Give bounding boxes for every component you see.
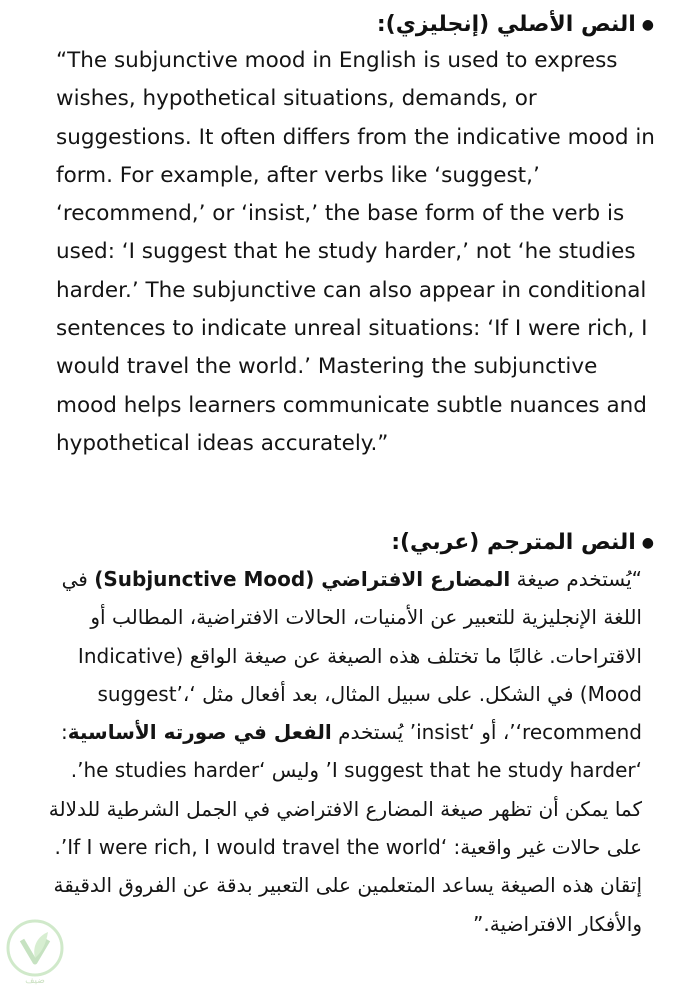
arabic-text-part-2: في اللغة الإنجليزية للتعبير عن الأمنيات، الحالات الافتراضية، المطالب أو الاقتراحات. غالبًا ما تختلف هذه الصيغة عن صيغة الواقع (Indicative Mood) في الشكل. على سبيل المثال، بعد أفعال مثل ‘suggest’، ‘recommend’، أو ‘insist’ يُستخدم (61, 567, 642, 745)
arabic-bold-phrase: الفعل في صورته الأساسية (67, 720, 332, 745)
arabic-text-part-1: “يُستخدم صيغة (510, 567, 642, 591)
english-paragraph: “The subjunctive mood in English is used to express wishes, hypothetical situations, demands, or suggestions. It often differs from the indicative mood in form. For example, after verbs like ‘suggest,’ ‘recommend,’ or ‘insist,’ the base form of the verb is used: ‘I suggest that he study harder,’ not ‘he studies harder.’ The subjunctive can also appear in conditional sentences to indicate unreal situations: ‘If I were rich, I would travel the world.’ Mastering the subjunctive mood helps learners communicate subtle nuances and hypothetical ideas accurately.” (56, 48, 655, 456)
english-section (0, 8, 696, 463)
bullet-icon: ● (641, 17, 654, 33)
arabic-paragraph (0, 560, 696, 943)
bullet-icon: ● (641, 535, 654, 551)
arabic-bold-term: المضارع الافتراضي (Subjunctive Mood) (94, 567, 511, 591)
arabic-heading-text: النص المترجم (عربي): (391, 530, 636, 555)
english-heading (0, 8, 696, 42)
english-heading-text: النص الأصلي (إنجليزي): (376, 12, 636, 37)
watermark-logo (2, 918, 68, 996)
arabic-heading (0, 526, 696, 560)
arabic-section (0, 526, 696, 943)
leaf-icon (2, 918, 68, 978)
watermark-label: ضيف (25, 976, 45, 986)
arabic-text-part-3: : ‘I suggest that he study harder’ وليس ‘he studies harder’. كما يمكن أن تظهر صيغة المضارع الافتراضي في الجمل الشرطية للدلالة على حالات غير واقعية: ‘If I were rich, I would travel the world’. إتقان هذه الصيغة يساعد المتعلمين على التعبير بدقة عن الفروق الدقيقة والأفكار الافتراضية.” (48, 720, 642, 936)
